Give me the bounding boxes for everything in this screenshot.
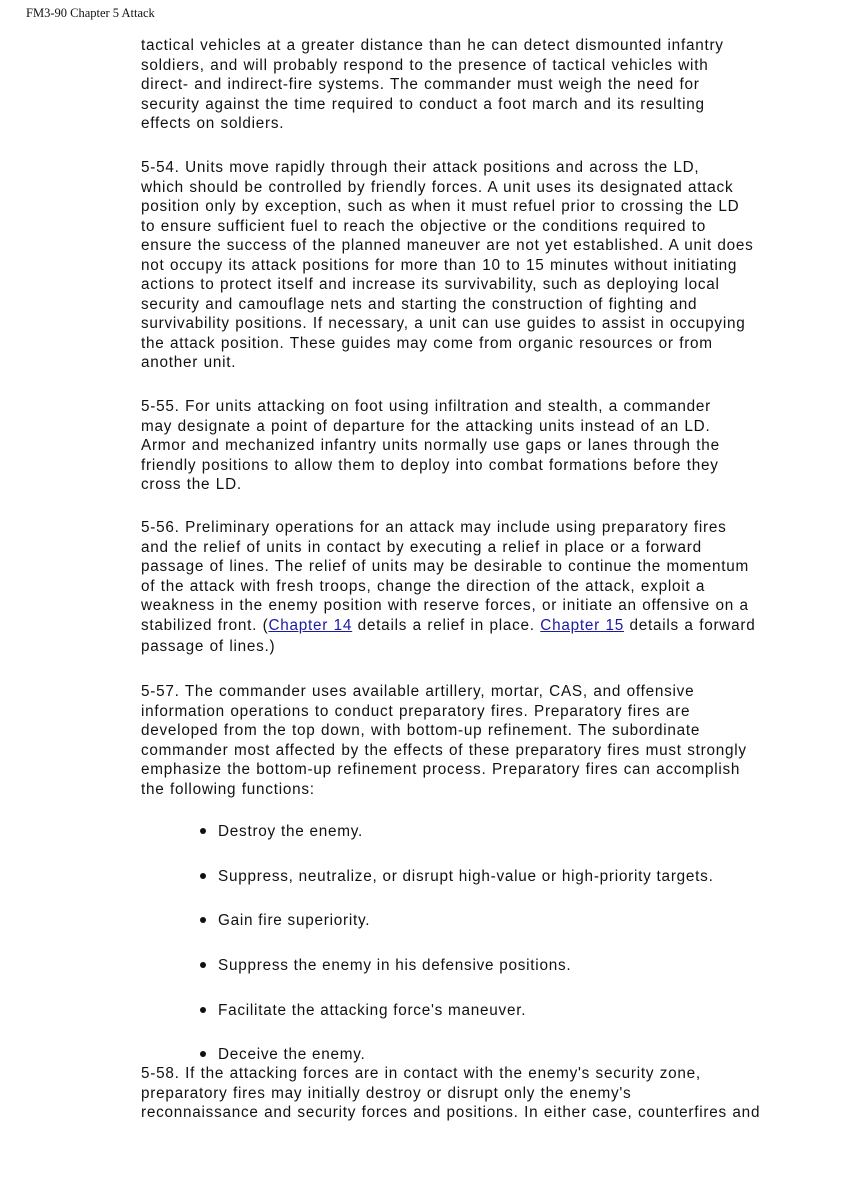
paragraph-line: commander most affected by the effects of these preparatory fires must strongly bbox=[141, 741, 747, 759]
paragraph-5-57 bbox=[141, 682, 747, 799]
paragraph-line bbox=[141, 616, 755, 636]
paragraph-5-56 bbox=[141, 518, 755, 657]
chapter-15-link[interactable]: Chapter 15 bbox=[540, 616, 624, 634]
paragraph-line: emphasize the bottom-up refinement process. Preparatory fires can accomplish bbox=[141, 761, 741, 778]
list-item bbox=[200, 867, 714, 887]
paragraph-line: another unit. bbox=[141, 354, 237, 371]
paragraph-continuation bbox=[141, 36, 724, 134]
paragraph-line: ensure the success of the planned maneuver are not yet established. A unit does bbox=[141, 237, 754, 254]
paragraph-line: to ensure sufficient fuel to reach the objective or the conditions required to bbox=[141, 217, 707, 235]
list-item bbox=[200, 911, 370, 931]
bullet-icon bbox=[200, 1051, 206, 1057]
list-item-text: Deceive the enemy. bbox=[218, 1046, 366, 1063]
list-item bbox=[200, 956, 571, 976]
paragraph-line: position only by exception, such as when it must refuel prior to crossing the LD bbox=[141, 198, 740, 215]
paragraph-line: the attack position. These guides may come from organic resources or from bbox=[141, 334, 713, 352]
paragraph-line: developed from the top down, with bottom-up refinement. The subordinate bbox=[141, 722, 701, 739]
paragraph-line: not occupy its attack positions for more than 10 to 15 minutes without initiating bbox=[141, 256, 738, 274]
paragraph-line: security and camouflage nets and starting the construction of fighting and bbox=[141, 295, 698, 313]
paragraph-line: direct- and indirect-fire systems. The commander must weigh the need for bbox=[141, 76, 700, 93]
list-item-text: Suppress the enemy in his defensive positions. bbox=[218, 957, 572, 974]
paragraph-line: Armor and mechanized infantry units normally use gaps or lanes through the bbox=[141, 437, 720, 454]
paragraph-line: friendly positions to allow them to deploy into combat formations before they bbox=[141, 456, 719, 474]
paragraph-5-54 bbox=[141, 158, 754, 373]
paragraph-line: actions to protect itself and increase its survivability, such as deploying local bbox=[141, 276, 720, 293]
paragraph-5-55 bbox=[141, 397, 720, 495]
page-header-title: FM3-90 Chapter 5 Attack bbox=[26, 6, 155, 20]
text: stabilized front. ( bbox=[141, 616, 269, 634]
paragraph-line: weakness in the enemy position with reserve forces, or initiate an offensive on a bbox=[141, 597, 749, 614]
paragraph-line: soldiers, and will probably respond to the presence of tactical vehicles with bbox=[141, 56, 709, 74]
paragraph-line: 5-54. Units move rapidly through their attack positions and across the LD, bbox=[141, 159, 700, 176]
list-item bbox=[200, 1045, 366, 1065]
list-item-text: Destroy the enemy. bbox=[218, 823, 363, 840]
paragraph-line: which should be controlled by friendly forces. A unit uses its designated attack bbox=[141, 178, 734, 196]
paragraph-5-58 bbox=[141, 1064, 760, 1123]
paragraph-line: reconnaissance and security forces and positions. In either case, counterfires and bbox=[141, 1104, 761, 1121]
list-item-text: Gain fire superiority. bbox=[218, 912, 371, 929]
list-item-text: Suppress, neutralize, or disrupt high-value or high-priority targets. bbox=[218, 868, 714, 885]
bullet-icon bbox=[200, 1007, 206, 1013]
paragraph-line: passage of lines. The relief of units may be desirable to continue the momentum bbox=[141, 558, 749, 575]
paragraph-line: and the relief of units in contact by executing a relief in place or a forward bbox=[141, 538, 702, 556]
bullet-icon bbox=[200, 873, 206, 879]
paragraph-line: of the attack with fresh troops, change the direction of the attack, exploit a bbox=[141, 577, 706, 595]
paragraph-line: cross the LD. bbox=[141, 476, 242, 493]
paragraph-line: tactical vehicles at a greater distance than he can detect dismounted infantry bbox=[141, 37, 724, 54]
paragraph-line: the following functions: bbox=[141, 780, 315, 798]
paragraph-line: may designate a point of departure for the attacking units instead of an LD. bbox=[141, 417, 711, 435]
list-item-text: Facilitate the attacking force's maneuver. bbox=[218, 1002, 527, 1019]
bullet-icon bbox=[200, 917, 206, 923]
bullet-icon bbox=[200, 828, 206, 834]
text: details a forward bbox=[623, 616, 756, 634]
paragraph-line: survivability positions. If necessary, a unit can use guides to assist in occupying bbox=[141, 315, 746, 332]
paragraph-line: passage of lines.) bbox=[141, 638, 276, 655]
paragraph-line: effects on soldiers. bbox=[141, 115, 285, 132]
chapter-14-link[interactable]: Chapter 14 bbox=[268, 616, 353, 634]
text: details a relief in place. bbox=[352, 616, 541, 634]
paragraph-line: 5-58. If the attacking forces are in contact with the enemy's security zone, bbox=[141, 1065, 701, 1082]
list-item bbox=[200, 822, 363, 842]
paragraph-line: preparatory fires may initially destroy or disrupt only the enemy's bbox=[141, 1084, 632, 1102]
paragraph-line: 5-57. The commander uses available artillery, mortar, CAS, and offensive bbox=[141, 683, 695, 700]
bullet-icon bbox=[200, 962, 206, 968]
paragraph-line: security against the time required to conduct a foot march and its resulting bbox=[141, 95, 705, 113]
list-item bbox=[200, 1001, 526, 1021]
paragraph-line: information operations to conduct preparatory fires. Preparatory fires are bbox=[141, 702, 691, 720]
paragraph-line: 5-56. Preliminary operations for an attack may include using preparatory fires bbox=[141, 519, 727, 536]
paragraph-line: 5-55. For units attacking on foot using infiltration and stealth, a commander bbox=[141, 398, 712, 415]
